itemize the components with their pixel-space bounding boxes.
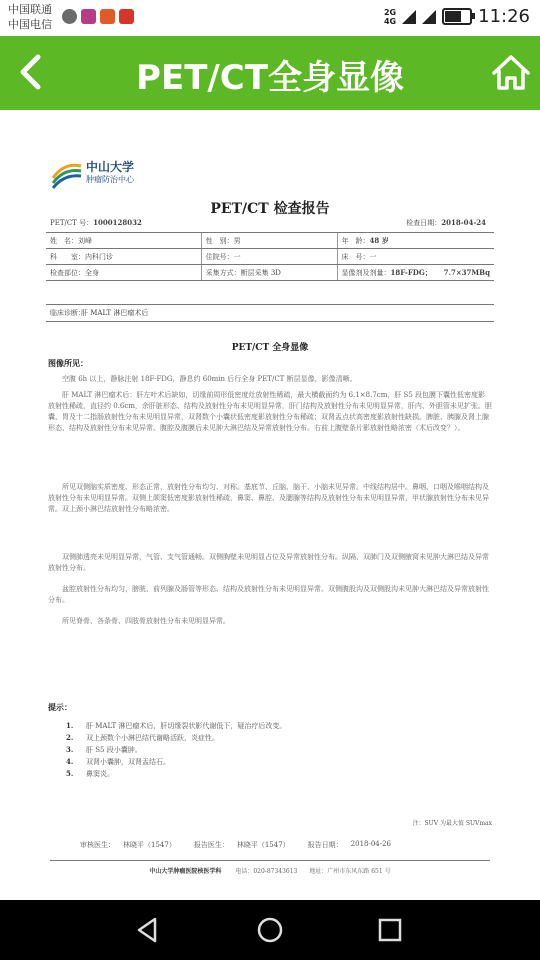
app-notification-icon	[62, 9, 77, 24]
tip-number: 2.	[66, 733, 74, 742]
app-notification-icon	[119, 9, 134, 24]
method-value: 断层采集 3D	[240, 268, 281, 277]
reviewer-label: 审核医生：	[80, 841, 115, 849]
site-label: 检查部位：	[50, 268, 85, 277]
footer-divider	[50, 860, 490, 861]
name-cell	[46, 233, 201, 249]
home-icon[interactable]	[490, 52, 532, 94]
report-date-label: 报告日期：	[307, 841, 343, 849]
signal-info	[384, 8, 396, 26]
tip-text: 双上颈数个小淋巴结代谢略活跃，炎症性。	[86, 734, 219, 742]
site-value: 全身	[85, 268, 99, 277]
dept-cell	[46, 249, 201, 265]
findings-paragraph: 双侧肺透亮未见明显异常，气管、支气管通畅。双侧胸壁未见明显占位及异常放射性分布。纵隔、双肺门及双侧腋窝未见肿大淋巴结及异常放射性分布。	[48, 553, 489, 572]
signal-icon	[422, 10, 436, 24]
notification-icons	[62, 9, 134, 24]
report-footer	[46, 866, 494, 875]
list-item	[66, 744, 286, 756]
sex-label: 性 别：	[205, 236, 234, 245]
footer-phone: 电话：020-87343613	[235, 868, 298, 875]
site-cell	[46, 265, 201, 281]
reporter-value: 林晓平（1547）	[236, 841, 290, 849]
bed-label: 床 号：	[341, 252, 370, 261]
tip-text: 肝 MALT 淋巴瘤术后，肝切缘裂状影代谢低下，疑治疗后改变。	[86, 722, 287, 730]
tips-list	[66, 720, 286, 780]
back-triangle-icon[interactable]	[133, 915, 163, 945]
drug-value: 18F-FDG；	[390, 267, 432, 277]
report-title: PET/CT 检查报告	[210, 201, 330, 217]
inpatient-label: 住院号：	[205, 252, 234, 261]
table-row	[46, 249, 494, 265]
tip-number: 3.	[66, 745, 74, 754]
signal-icon	[402, 10, 416, 24]
clinical-label: 临床诊断：	[50, 309, 85, 317]
list-item	[66, 756, 286, 768]
carrier-2: 中国电信	[8, 18, 52, 31]
recents-square-icon[interactable]	[375, 915, 405, 945]
findings-paragraph: 肝 MALT 淋巴瘤术后：肝左叶术后缺如，切缘前周形低密度灶放射性稀疏，最大横截面约为 6.1×8.7cm，肝 S5 段包膜下囊性低密度影放射性稀疏，直径约 0.6cm，余肝脏形态、结构及放射性分布未见明显异常，肝门结构及放射性分布未见明显异常，肝内、外胆管未见扩张。胆囊、胃及十二指肠放射性分布未见明显异常，双肾数个小囊状低密度影放射性分布稀疏；双肾盂点状高密度影放射性缺损。脾脏、胰腺及肾上腺形态、结构及放射性分布未见异常。腹腔及腹膜后未见肿大淋巴结及异常放射性分布。右前上腹壁条片影放射性略浓密（术后改变？）。	[48, 391, 492, 432]
name-value: 刘峰	[78, 236, 92, 245]
findings-paragraph: 空腹 6h 以上，静脉注射 18F-FDG，静息约 60min 后行全身 PET/CT 断层显像，影像清晰。	[62, 375, 357, 383]
age-label: 年 龄：	[341, 236, 370, 245]
report-document[interactable]	[0, 110, 540, 900]
dept-label: 科 室：	[50, 252, 85, 261]
home-circle-icon[interactable]	[255, 915, 285, 945]
dept-value: 内科门诊	[85, 252, 113, 261]
bed-value: 一	[369, 252, 377, 261]
exam-id-value: 1000128032	[93, 218, 142, 227]
logo-name: 中山大学	[86, 160, 135, 174]
patient-info-table	[46, 232, 494, 281]
signature-row	[80, 840, 391, 850]
footer-address: 地址：广州市东风东路 651 号	[309, 868, 391, 875]
clinical-diagnosis	[46, 304, 494, 322]
app-notification-icon	[81, 9, 96, 24]
section-title: PET/CT 全身显像	[231, 343, 309, 353]
tip-number: 5.	[66, 769, 74, 778]
tips-label: 提示：	[48, 702, 72, 712]
inpatient-cell	[201, 249, 337, 265]
reviewer-value: 林晓平（1547）	[123, 841, 176, 849]
dose-value: 7.7×37MBq	[443, 268, 490, 277]
tip-text: 鼻窦炎。	[86, 770, 114, 778]
findings-paragraph: 所见双侧脑实质密度、形态正常，放射性分布均匀、对称。基底节、丘脑、脑干、小脑未见异常。中线结构居中。鼻咽、口咽及喉咽结构及放射性分布未见明显异常。双侧上颌窦低密度影放射性稀疏，鼻窦、鼻腔、及腮腺等结构及放射性分布未见明显异常，甲状腺放射性分布未见异常。双上颈小淋巴结放射性分布略浓密。	[48, 483, 489, 513]
status-right	[384, 6, 530, 27]
hospital-logo	[50, 156, 160, 190]
footer-dept: 中山大学肿瘤医院核医学科	[149, 868, 222, 875]
method-label: 采集方式：	[205, 268, 241, 277]
drug-label: 显像剂及剂量：	[341, 268, 391, 277]
carrier-1: 中国联通	[8, 3, 52, 16]
list-item	[66, 720, 286, 732]
age-cell	[337, 233, 494, 249]
report-date-value: 2018-04-26	[350, 840, 392, 848]
page-title: PET/CT全身显像	[136, 58, 404, 98]
sex-value: 男	[233, 236, 241, 245]
findings-paragraph: 所见脊骨、各条骨、四肢骨放射性分布未见明显异常。	[62, 617, 230, 625]
logo-subtitle: 肿瘤防治中心	[86, 175, 134, 184]
app-bar	[0, 36, 540, 110]
exam-id-label: PET/CT 号：	[50, 219, 94, 227]
exam-date-value: 2018-04-24	[441, 218, 486, 227]
dose-cell	[440, 265, 494, 281]
list-item	[66, 768, 286, 780]
tip-text: 双肾小囊肿，双肾盂结石。	[86, 758, 170, 766]
tip-number: 1.	[66, 721, 74, 730]
clock: 11:26	[478, 6, 530, 27]
bed-cell	[337, 249, 494, 265]
list-item	[66, 732, 286, 744]
suv-footnote: 注：SUV 为最大值 SUVmax	[412, 820, 492, 827]
battery-icon	[442, 8, 472, 25]
tip-text: 肝 S5 段小囊肿。	[86, 746, 142, 754]
table-row	[46, 233, 494, 249]
reporter-label: 报告医生：	[193, 841, 229, 849]
method-cell	[201, 265, 337, 281]
carrier-info	[8, 2, 52, 32]
name-label: 姓 名：	[50, 236, 78, 245]
findings-label: 图像所见：	[48, 358, 88, 368]
status-bar	[0, 0, 540, 36]
clinical-value: 肝 MALT 淋巴瘤术后	[81, 309, 149, 317]
network-type-2: 4G	[383, 16, 397, 26]
sex-cell	[201, 233, 337, 249]
findings-paragraph: 盆腔放射性分布均匀，膀胱、前列腺及肠管等形态、结构及放射性分布未见明显异常。双侧腹股沟及双侧股沟未见肿大淋巴结及异常放射性分布。	[48, 585, 489, 604]
system-nav-bar	[0, 900, 540, 960]
table-row	[46, 265, 494, 281]
drug-cell	[337, 265, 440, 281]
logo-emblem-icon	[50, 156, 84, 190]
exam-date-label: 检查日期：	[406, 219, 442, 227]
tip-number: 4.	[66, 757, 74, 766]
age-value: 48 岁	[369, 235, 389, 245]
app-notification-icon	[100, 9, 115, 24]
network-type-1: 2G	[383, 7, 397, 17]
inpatient-value: 一	[233, 252, 241, 261]
